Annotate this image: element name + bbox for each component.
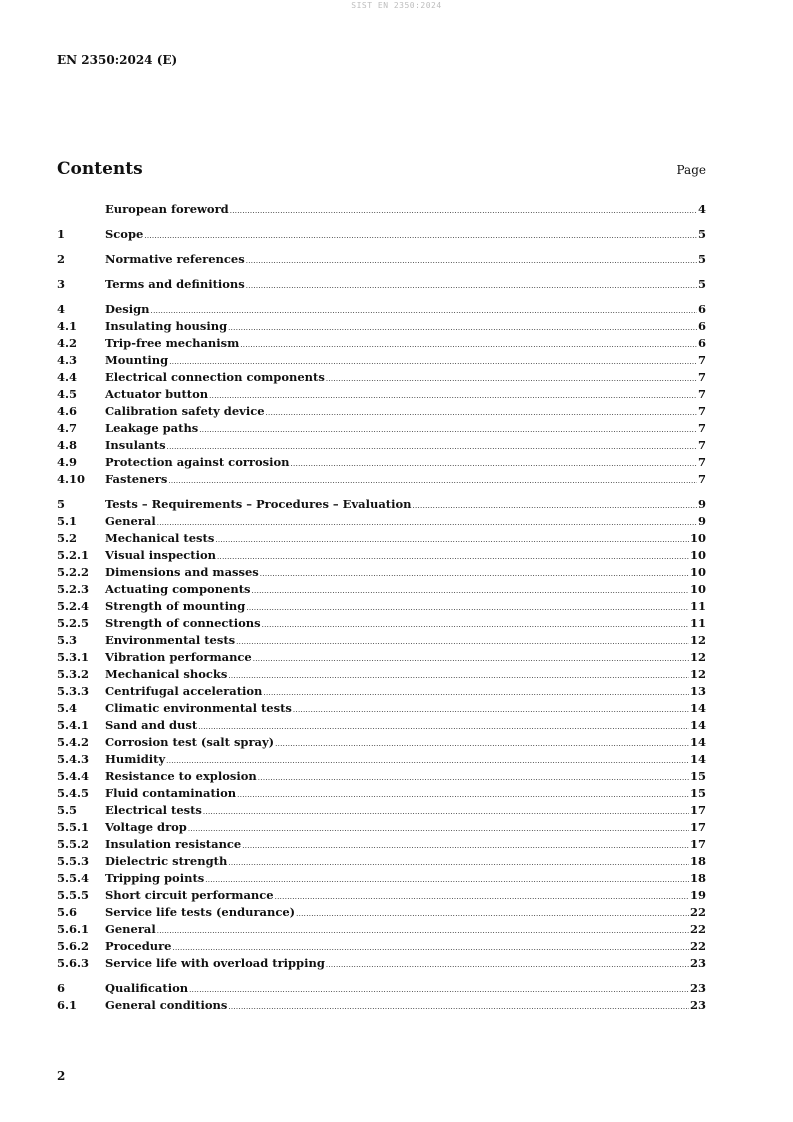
toc-entry[interactable] [57,836,706,853]
dot-leader [199,422,697,439]
toc-entry-number: 6.1 [57,998,78,1012]
toc-entry[interactable] [57,386,706,403]
toc-entry[interactable] [57,938,706,955]
toc-entry-page[interactable]: 12 [689,633,706,647]
toc-entry[interactable] [57,734,706,751]
dot-leader [215,532,689,549]
toc-entry-number: 5.1 [57,514,78,528]
toc-entry-title[interactable]: Terms and definitions [105,277,245,291]
dot-leader [293,702,689,719]
toc-entry[interactable] [57,870,706,887]
toc-entry-title[interactable]: Procedure [105,939,172,953]
toc-entry-page[interactable]: 11 [689,616,706,630]
toc-entry[interactable] [57,615,706,632]
toc-entry-page[interactable]: 5 [697,277,706,291]
toc-entry-title[interactable]: Actuator button [105,387,209,401]
toc-entry-page[interactable]: 23 [689,998,706,1012]
toc-entry-page[interactable]: 14 [689,718,706,732]
toc-entry[interactable] [57,403,706,420]
dot-leader [228,668,689,685]
toc-entry-page[interactable]: 22 [689,922,706,936]
toc-entry-title[interactable]: Insulants [105,438,166,452]
toc-entry-number: 5.3 [57,633,78,647]
toc-entry-number: 4.7 [57,421,78,435]
toc-entry-page[interactable]: 22 [689,905,706,919]
toc-entry[interactable] [57,530,706,547]
toc-entry-page[interactable]: 7 [697,387,706,401]
toc-entry-title[interactable]: Visual inspection [105,548,217,562]
toc-entry-number: 6 [57,981,66,995]
toc-entry[interactable] [57,564,706,581]
toc-entry[interactable] [57,496,706,513]
toc-entry-number: 5.2.1 [57,548,90,562]
dot-leader [326,371,697,388]
toc-entry-page[interactable]: 10 [689,565,706,579]
toc-entry[interactable] [57,318,706,335]
toc-entry-page[interactable]: 23 [689,981,706,995]
toc-entry-number: 1 [57,227,66,241]
toc-entry-number: 5.5.3 [57,854,90,868]
toc-entry-number: 4.6 [57,404,78,418]
toc-entry[interactable] [57,921,706,938]
toc-entry[interactable] [57,887,706,904]
dot-leader [258,770,689,787]
toc-entry-page[interactable]: 5 [697,252,706,266]
toc-entry[interactable] [57,904,706,921]
toc-entry[interactable] [57,201,706,218]
toc-entry-number: 5.5.5 [57,888,90,902]
toc-entry-page[interactable]: 19 [689,888,706,902]
toc-entry[interactable] [57,853,706,870]
toc-entry-title[interactable]: Service life tests (endurance) [105,905,296,919]
dot-leader [291,456,697,473]
toc-entry[interactable] [57,335,706,352]
toc-entry-title[interactable]: General [105,922,156,936]
toc-entry-page[interactable]: 17 [689,820,706,834]
toc-entry-number: 5.2.5 [57,616,90,630]
toc-entry-page[interactable]: 17 [689,837,706,851]
toc-entry[interactable] [57,955,706,972]
toc-entry-title[interactable]: Vibration performance [105,650,252,664]
toc-entry-title[interactable]: Qualification [105,981,189,995]
toc-entry-title[interactable]: Climatic environmental tests [105,701,292,715]
toc-entry-number: 4.9 [57,455,78,469]
toc-entry-page[interactable]: 7 [697,370,706,384]
toc-entry-title[interactable]: Insulation resistance [105,837,242,851]
toc-entry[interactable] [57,700,706,717]
toc-entry-number: 4.1 [57,319,78,333]
toc-entry[interactable] [57,369,706,386]
toc-entry-page[interactable]: 13 [689,684,706,698]
toc-entry-number: 5.5.1 [57,820,90,834]
toc-entry[interactable] [57,768,706,785]
toc-entry-number: 2 [57,252,66,266]
toc-entry-title[interactable]: Normative references [105,252,245,266]
toc-entry-number: 4 [57,302,66,316]
toc-entry-page[interactable]: 7 [697,438,706,452]
toc-entry-page[interactable]: 11 [689,599,706,613]
document-id: EN 2350:2024 (E) [57,53,178,67]
dot-leader [412,498,697,515]
toc-entry-number: 5.2.4 [57,599,90,613]
table-of-contents [57,201,706,1014]
toc-entry-page[interactable]: 6 [697,319,706,333]
toc-entry-page[interactable]: 10 [689,582,706,596]
toc-entry-page[interactable]: 12 [689,650,706,664]
toc-entry-page[interactable]: 18 [689,871,706,885]
toc-entry-title[interactable]: Humidity [105,752,166,766]
toc-entry-title[interactable]: Sand and dust [105,718,198,732]
dot-leader [189,982,689,999]
toc-entry-page[interactable]: 7 [697,472,706,486]
dot-leader [157,515,697,532]
dot-leader [242,838,689,855]
toc-entry-page[interactable]: 7 [697,421,706,435]
toc-entry-number: 5.4.4 [57,769,90,783]
toc-entry[interactable] [57,666,706,683]
dot-leader [209,388,697,405]
toc-entry-number: 5.2 [57,531,78,545]
dot-leader [246,253,697,270]
toc-entry-title[interactable]: Strength of mounting [105,599,246,613]
toc-entry[interactable] [57,226,706,243]
toc-entry[interactable] [57,437,706,454]
toc-entry-title[interactable]: Design [105,302,150,316]
toc-entry[interactable] [57,352,706,369]
toc-entry-page[interactable]: 17 [689,803,706,817]
toc-entry-title[interactable]: Mounting [105,353,169,367]
toc-entry-page[interactable]: 6 [697,336,706,350]
toc-entry[interactable] [57,997,706,1014]
dot-leader [217,549,689,566]
toc-entry-title[interactable]: Service life with overload tripping [105,956,325,970]
toc-entry-number: 5.5.2 [57,837,90,851]
dot-leader [205,872,689,889]
page-number: 2 [57,1069,66,1083]
toc-entry-number: 5.2.2 [57,565,90,579]
dot-leader [228,999,689,1016]
toc-entry-page[interactable]: 22 [689,939,706,953]
dot-leader [151,303,697,320]
toc-entry-title[interactable]: Environmental tests [105,633,236,647]
toc-entry[interactable] [57,598,706,615]
toc-entry-number: 5.2.3 [57,582,90,596]
toc-entry-page[interactable]: 4 [697,202,706,216]
toc-entry-number: 5.6.2 [57,939,90,953]
toc-entry-title[interactable]: Corrosion test (salt spray) [105,735,275,749]
dot-leader [228,855,689,872]
toc-entry-title[interactable]: Scope [105,227,144,241]
page-column-label: Page [676,163,706,177]
toc-entry-number: 4.4 [57,370,78,384]
toc-entry-number: 4.5 [57,387,78,401]
toc-entry-page[interactable]: 15 [689,769,706,783]
dot-leader [260,566,689,583]
toc-entry[interactable] [57,785,706,802]
toc-entry-number: 5.4.3 [57,752,90,766]
toc-entry-page[interactable]: 10 [689,531,706,545]
toc-entry[interactable] [57,802,706,819]
toc-entry-title[interactable]: Tests – Requirements – Procedures – Evaluation [105,497,412,511]
toc-entry-title[interactable]: Dimensions and masses [105,565,259,579]
toc-entry-page[interactable]: 18 [689,854,706,868]
dot-leader [263,685,689,702]
toc-entry[interactable] [57,581,706,598]
toc-entry-title[interactable]: General [105,514,156,528]
dot-leader [188,821,689,838]
dot-leader [275,736,689,753]
toc-entry-title[interactable]: General conditions [105,998,228,1012]
toc-entry[interactable] [57,751,706,768]
toc-entry[interactable] [57,632,706,649]
toc-entry-number: 4.3 [57,353,78,367]
toc-entry-title[interactable]: Electrical tests [105,803,202,817]
toc-entry-number: 4.2 [57,336,78,350]
toc-entry-page[interactable]: 5 [697,227,706,241]
dot-leader [253,651,689,668]
dot-leader [144,228,697,245]
toc-entry-title[interactable]: Centrifugal acceleration [105,684,263,698]
toc-entry[interactable] [57,454,706,471]
toc-entry[interactable] [57,513,706,530]
toc-entry[interactable] [57,683,706,700]
toc-entry[interactable] [57,471,706,488]
toc-entry-number: 4.10 [57,472,86,486]
toc-entry-number: 4.8 [57,438,78,452]
toc-entry-number: 5.5.4 [57,871,90,885]
toc-entry-page[interactable]: 6 [697,302,706,316]
dot-leader [236,634,689,651]
toc-entry-number: 5.4.1 [57,718,90,732]
toc-entry-title[interactable]: Mechanical tests [105,531,215,545]
toc-entry[interactable] [57,420,706,437]
dot-leader [203,804,689,821]
toc-entry-number: 5.5 [57,803,78,817]
dot-leader [230,203,697,220]
dot-leader [240,337,697,354]
toc-entry-page[interactable]: 14 [689,752,706,766]
toc-entry-title[interactable]: Mechanical shocks [105,667,228,681]
toc-entry-number: 3 [57,277,66,291]
toc-entry-number: 5.4.2 [57,735,90,749]
toc-entry[interactable] [57,547,706,564]
dot-leader [275,889,689,906]
dot-leader [228,320,697,337]
toc-entry-number: 5.4.5 [57,786,90,800]
toc-entry-number: 5.6 [57,905,78,919]
toc-entry-page[interactable]: 7 [697,404,706,418]
toc-entry-page[interactable]: 23 [689,956,706,970]
toc-entry-title[interactable]: Short circuit performance [105,888,274,902]
toc-entry[interactable] [57,251,706,268]
toc-entry-title[interactable]: Leakage paths [105,421,199,435]
toc-entry-page[interactable]: 7 [697,353,706,367]
toc-entry-page[interactable]: 10 [689,548,706,562]
toc-entry[interactable] [57,819,706,836]
toc-entry-title[interactable]: Protection against corrosion [105,455,290,469]
dot-leader [252,583,689,600]
toc-entry-page[interactable]: 9 [697,497,706,511]
toc-entry-page[interactable]: 14 [689,701,706,715]
toc-entry-page[interactable]: 7 [697,455,706,469]
dot-leader [246,600,689,617]
toc-entry-title[interactable]: Trip-free mechanism [105,336,240,350]
toc-entry-title[interactable]: Dielectric strength [105,854,228,868]
dot-leader [266,405,697,422]
toc-entry-number: 5.3.2 [57,667,90,681]
toc-entry-number: 5.6.3 [57,956,90,970]
toc-entry-page[interactable]: 9 [697,514,706,528]
toc-entry-title[interactable]: Insulating housing [105,319,228,333]
toc-entry-title[interactable]: European foreword [105,202,229,216]
toc-entry-title[interactable]: Actuating components [105,582,251,596]
toc-entry-number: 5.4 [57,701,78,715]
watermark: SIST EN 2350:2024 [351,1,442,10]
toc-entry-number: 5.3.3 [57,684,90,698]
toc-entry-title[interactable]: Calibration safety device [105,404,265,418]
dot-leader [262,617,689,634]
toc-entry-page[interactable]: 15 [689,786,706,800]
toc-entry-page[interactable]: 12 [689,667,706,681]
toc-entry-title[interactable]: Electrical connection components [105,370,325,384]
toc-entry-title[interactable]: Voltage drop [105,820,187,834]
dot-leader [157,923,689,940]
toc-entry[interactable] [57,717,706,734]
toc-entry-title[interactable]: Strength of connections [105,616,261,630]
toc-entry-page[interactable]: 14 [689,735,706,749]
dot-leader [326,957,689,974]
toc-entry[interactable] [57,301,706,318]
toc-entry-title[interactable]: Tripping points [105,871,205,885]
dot-leader [168,473,697,490]
toc-heading: Contents [57,159,143,179]
toc-entry[interactable] [57,980,706,997]
toc-entry-title[interactable]: Fluid contamination [105,786,237,800]
toc-entry[interactable] [57,276,706,293]
dot-leader [237,787,689,804]
toc-entry-number: 5.6.1 [57,922,90,936]
toc-entry-title[interactable]: Resistance to explosion [105,769,257,783]
toc-entry[interactable] [57,649,706,666]
dot-leader [296,906,689,923]
toc-entry-number: 5 [57,497,66,511]
toc-entry-title[interactable]: Fasteners [105,472,168,486]
toc-entry-number: 5.3.1 [57,650,90,664]
dot-leader [246,278,697,295]
